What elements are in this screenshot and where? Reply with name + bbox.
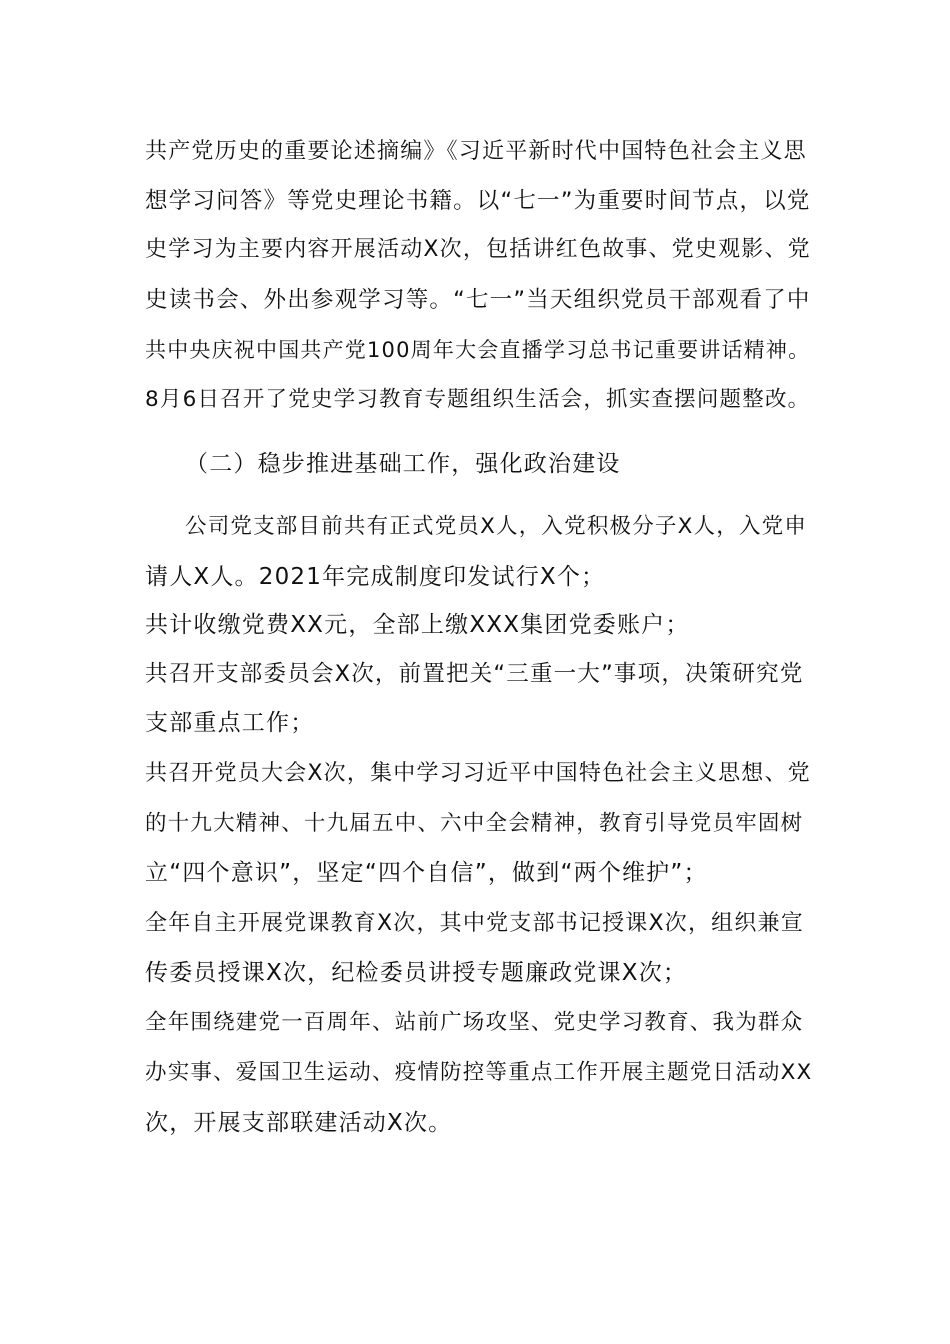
paragraph-line: 共召开支部委员会X次，前置把关“三重一大”事项，决策研究党 — [145, 661, 804, 687]
paragraph-line: 公司党支部目前共有正式党员X人，入党积极分子X人，入党申 — [185, 514, 808, 539]
paragraph-line: 想学习问答》等党史理论书籍。以“七一”为重要时间节点，以党 — [145, 188, 811, 214]
paragraph-line: 传委员授课X次，纪检委员讲授专题廉政党课X次； — [145, 960, 688, 986]
paragraph-line: 共产党历史的重要论述摘编》《习近平新时代中国特色社会主义思 — [145, 139, 807, 164]
section-heading: （二）稳步推进基础工作，强化政治建设 — [185, 451, 621, 477]
paragraph-line: 共召开党员大会X次，集中学习习近平中国特色社会主义思想、党 — [145, 761, 811, 786]
paragraph-line: 次，开展支部联建活动X次。 — [145, 1110, 453, 1136]
paragraph-line: 8月6日召开了党史学习教育专题组织生活会，抓实查摆问题整改。 — [145, 387, 811, 412]
paragraph-line: 史读书会、外出参观学习等。“七一”当天组织党员干部观看了中 — [145, 287, 811, 313]
paragraph-line: 共中央庆祝中国共产党100周年大会直播学习总书记重要讲话精神。 — [145, 338, 811, 362]
paragraph-line: 办实事、爱国卫生运动、疫情防控等重点工作开展主题党日活动XX — [145, 1060, 813, 1085]
paragraph-line: 史学习为主要内容开展活动X次，包括讲红色故事、党史观影、党 — [145, 237, 811, 262]
paragraph-line: 全年自主开展党课教育X次，其中党支部书记授课X次，组织兼宣 — [145, 911, 804, 936]
paragraph-line: 全年围绕建党一百周年、站前广场攻坚、党史学习教育、我为群众 — [145, 1010, 804, 1035]
paragraph-line: 的十九大精神、十九届五中、六中全会精神，教育引导党员牢固树 — [145, 811, 804, 836]
paragraph-line: 立“四个意识”，坚定“四个自信”，做到“两个维护”； — [145, 860, 708, 886]
paragraph-line: 支部重点工作； — [145, 710, 315, 736]
paragraph-line: 请人X人。2021年完成制度印发试行X个； — [145, 564, 606, 590]
paragraph-line: 共计收缴党费XX元，全部上缴XXX集团党委账户； — [145, 612, 690, 638]
